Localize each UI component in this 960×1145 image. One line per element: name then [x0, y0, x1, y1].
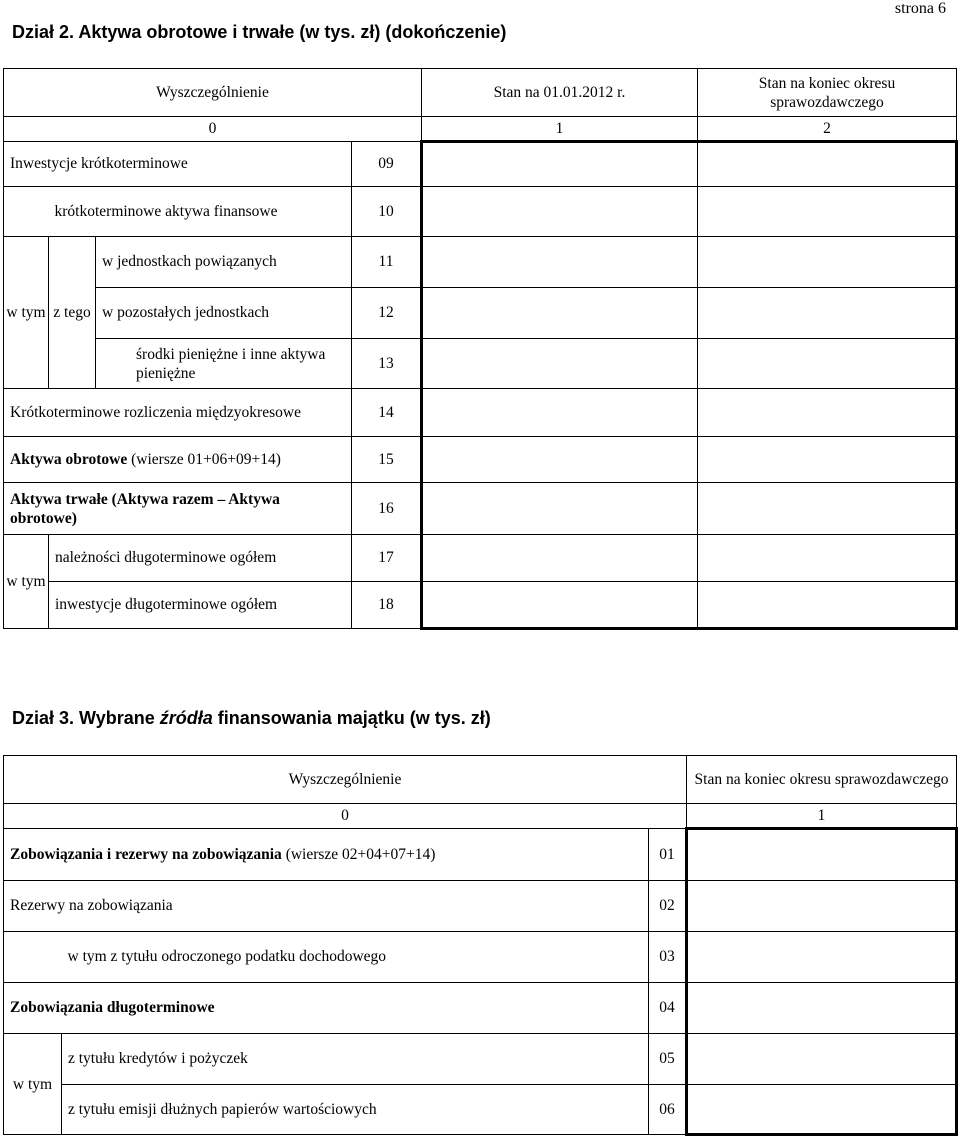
header-index-2: 2: [698, 117, 957, 142]
row-number: 02: [649, 881, 687, 932]
row-label: w jednostkach powiązanych: [96, 237, 352, 288]
row-number: 04: [649, 983, 687, 1034]
row-number: 13: [352, 339, 422, 389]
z-tego-label: z tego: [49, 237, 96, 389]
value-cell-end[interactable]: [687, 829, 957, 881]
header-end-period: Stan na koniec okresu sprawozdawczego: [698, 69, 957, 117]
row-label-formula: (wiersze 02+04+07+14): [281, 845, 436, 863]
section2-table: [3, 68, 958, 630]
row-label: inwestycje długoterminowe ogółem: [49, 582, 352, 629]
value-cell-start[interactable]: [422, 288, 698, 339]
row-number: 14: [352, 389, 422, 437]
section3-title-part: finansowania majątku (w tys. zł): [212, 708, 491, 728]
row-number: 15: [352, 437, 422, 483]
row-label-formula: (wiersze 01+06+09+14): [127, 450, 281, 468]
row-label: w tym z tytułu odroczonego podatku dochodowego: [62, 932, 649, 983]
row-label: Krótkoterminowe rozliczenia międzyokresowe: [4, 389, 352, 437]
value-cell-start[interactable]: [422, 142, 698, 187]
header-index-1: 1: [422, 117, 698, 142]
value-cell-start[interactable]: [422, 437, 698, 483]
row-label: Inwestycje krótkoterminowe: [4, 142, 352, 187]
row-label: należności długoterminowe ogółem: [49, 535, 352, 582]
row-label: [4, 829, 649, 881]
value-cell-end[interactable]: [687, 983, 957, 1034]
row-number: 01: [649, 829, 687, 881]
value-cell-end[interactable]: [698, 237, 957, 288]
value-cell-end[interactable]: [698, 288, 957, 339]
value-cell-start[interactable]: [422, 339, 698, 389]
page-number: strona 6: [894, 0, 946, 17]
w-tym-label: w tym: [4, 1034, 62, 1135]
header-end-period: Stan na koniec okresu sprawozdawczego: [687, 756, 957, 804]
row-number: 06: [649, 1085, 687, 1135]
row-label: Aktywa trwałe (Aktywa razem – Aktywa obrotowe): [4, 483, 352, 535]
value-cell-start[interactable]: [422, 535, 698, 582]
header-description: Wyszczególnienie: [4, 756, 687, 804]
header-start-date: Stan na 01.01.2012 r.: [422, 69, 698, 117]
row-number: 12: [352, 288, 422, 339]
section3-table: [3, 755, 958, 1136]
section3-title-italic: źródła: [159, 708, 213, 728]
row-label-bold: Aktywa obrotowe: [10, 450, 128, 468]
row-number: 16: [352, 483, 422, 535]
row-label: Zobowiązania długoterminowe: [4, 983, 649, 1034]
row-number: 18: [352, 582, 422, 629]
row-label: środki pieniężne i inne aktywa pieniężne: [96, 339, 352, 389]
row-label: [4, 437, 352, 483]
value-cell-start[interactable]: [422, 389, 698, 437]
value-cell-start[interactable]: [422, 483, 698, 535]
w-tym-label: w tym: [4, 535, 49, 629]
value-cell-end[interactable]: [698, 389, 957, 437]
row-number: 03: [649, 932, 687, 983]
row-number: 09: [352, 142, 422, 187]
row-label: krótkoterminowe aktywa finansowe: [49, 187, 352, 237]
row-number: 10: [352, 187, 422, 237]
w-tym-label: w tym: [4, 237, 49, 389]
value-cell-start[interactable]: [422, 582, 698, 629]
value-cell-end[interactable]: [687, 1034, 957, 1085]
row-number: 05: [649, 1034, 687, 1085]
value-cell-end[interactable]: [698, 339, 957, 389]
header-index-0: 0: [4, 117, 422, 142]
header-index-1: 1: [687, 804, 957, 829]
value-cell-end[interactable]: [687, 881, 957, 932]
row-label: w pozostałych jednostkach: [96, 288, 352, 339]
value-cell-end[interactable]: [698, 142, 957, 187]
header-index-0: 0: [4, 804, 687, 829]
section3-title: [12, 708, 491, 729]
row-label-bold: Zobowiązania i rezerwy na zobowiązania: [10, 845, 282, 863]
value-cell-end[interactable]: [698, 483, 957, 535]
section3-title-part: Dział 3. Wybrane: [12, 708, 160, 728]
row-label: Rezerwy na zobowiązania: [4, 881, 649, 932]
header-description: Wyszczególnienie: [4, 69, 422, 117]
value-cell-start[interactable]: [422, 237, 698, 288]
value-cell-end[interactable]: [698, 582, 957, 629]
row-number: 17: [352, 535, 422, 582]
row-number: 11: [352, 237, 422, 288]
value-cell-end[interactable]: [698, 437, 957, 483]
row-label: z tytułu kredytów i pożyczek: [62, 1034, 649, 1085]
value-cell-start[interactable]: [422, 187, 698, 237]
value-cell-end[interactable]: [687, 1085, 957, 1135]
row-label: z tytułu emisji dłużnych papierów wartościowych: [62, 1085, 649, 1135]
value-cell-end[interactable]: [698, 187, 957, 237]
value-cell-end[interactable]: [698, 535, 957, 582]
section2-title: Dział 2. Aktywa obrotowe i trwałe (w tys. zł) (dokończenie): [12, 22, 507, 42]
value-cell-end[interactable]: [687, 932, 957, 983]
